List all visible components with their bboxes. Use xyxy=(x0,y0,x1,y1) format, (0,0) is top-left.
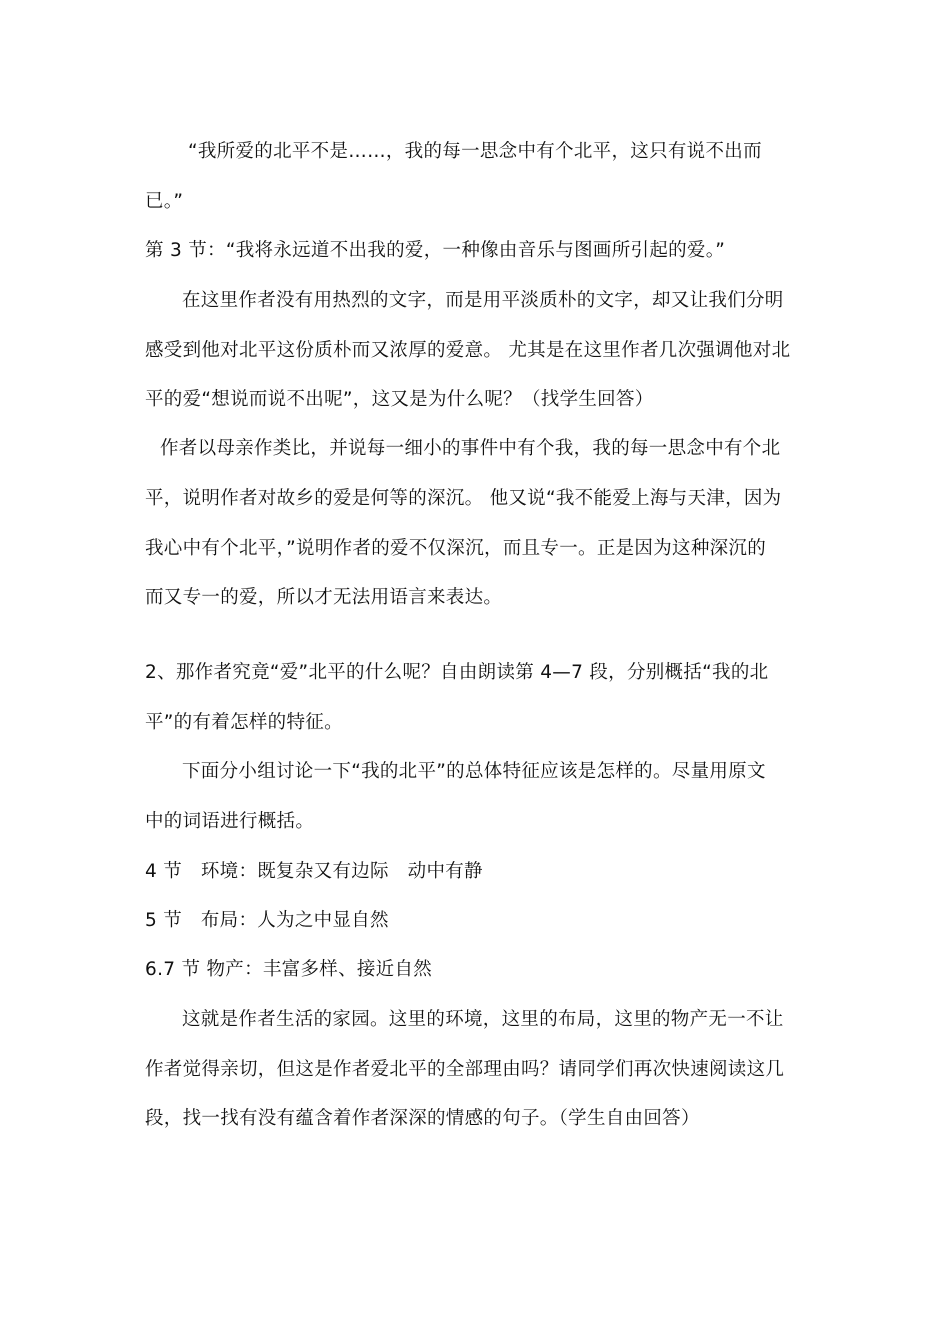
text-line: 段，找一找有没有蕴含着作者深深的情感的句子。（学生自由回答） xyxy=(145,1108,700,1129)
text-line: 平”的有着怎样的特征。 xyxy=(145,712,343,733)
text-line: 下面分小组讨论一下“我的北平”的总体特征应该是怎样的。尽量用原文 xyxy=(182,761,766,782)
text-line: 作者以母亲作类比，并说每一细小的事件中有个我，我的每一思念中有个北 xyxy=(160,438,781,459)
text-line: 5 节 布局：人为之中显自然 xyxy=(145,910,389,931)
text-line: 第 3 节：“我将永远道不出我的爱，一种像由音乐与图画所引起的爱。” xyxy=(145,240,726,261)
text-line: 我心中有个北平，”说明作者的爱不仅深沉，而且专一。正是因为这种深沉的 xyxy=(145,538,767,559)
text-line: 感受到他对北平这份质朴而又浓厚的爱意。 尤其是在这里作者几次强调他对北 xyxy=(145,340,791,361)
text-line: 4 节 环境：既复杂又有边际 动中有静 xyxy=(145,861,483,882)
text-line: 平，说明作者对故乡的爱是何等的深沉。 他又说“我不能爱上海与天津，因为 xyxy=(145,488,782,509)
text-line: 作者觉得亲切，但这是作者爱北平的全部理由吗？请同学们再次快速阅读这几 xyxy=(145,1059,785,1080)
text-line: 在这里作者没有用热烈的文字，而是用平淡质朴的文字，却又让我们分明 xyxy=(182,290,784,311)
text-line: “我所爱的北平不是……，我的每一思念中有个北平，这只有说不出而 xyxy=(188,141,762,162)
text-line: 平的爱“想说而说不出呢”，这又是为什么呢？（找学生回答） xyxy=(145,389,654,410)
text-line: 6.7 节 物产：丰富多样、接近自然 xyxy=(145,959,433,980)
text-line: 这就是作者生活的家园。这里的环境，这里的布局，这里的物产无一不让 xyxy=(182,1009,784,1030)
text-line: 已。” xyxy=(145,191,184,212)
text-line: 而又专一的爱，所以才无法用语言来表达。 xyxy=(145,587,503,608)
text-line: 中的词语进行概括。 xyxy=(145,811,315,832)
text-line: 2、那作者究竟“爱”北平的什么呢？自由朗读第 4—7 段，分别概括“我的北 xyxy=(145,662,769,683)
